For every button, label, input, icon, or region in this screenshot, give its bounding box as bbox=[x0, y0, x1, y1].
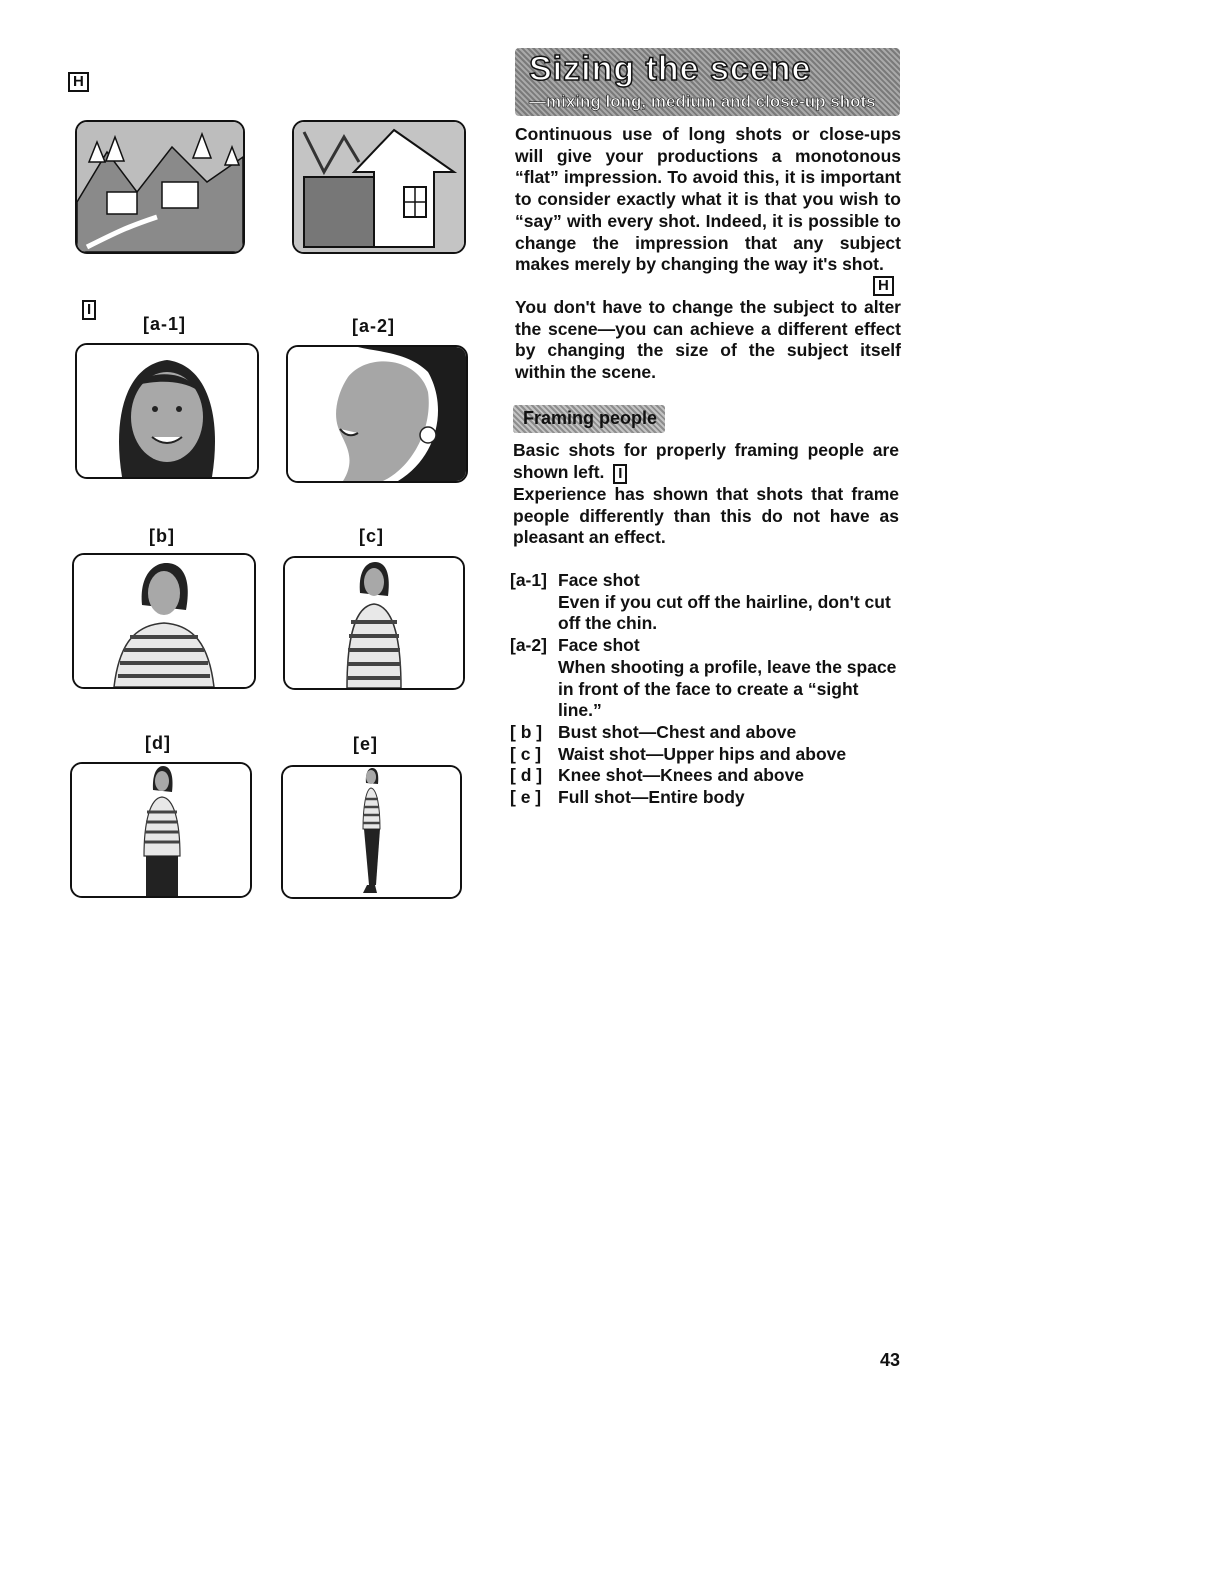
shot-list bbox=[510, 570, 902, 809]
shot-note: When shooting a profile, leave the space in front of the face to create a “sight line.” bbox=[558, 656, 897, 721]
shot-item: [a-1] Face shot bbox=[510, 570, 640, 590]
shot-item: [a-2] Face shot bbox=[510, 635, 640, 656]
reference-marker-h: H bbox=[873, 276, 894, 296]
photo-face-shot-front bbox=[75, 343, 259, 479]
photo-waist-shot bbox=[283, 556, 465, 690]
figure-marker-i: I bbox=[82, 300, 96, 320]
framing-paragraph-1: Basic shots for properly framing people are shown left. I bbox=[513, 440, 899, 482]
shot-item: [ e ] Full shot—Entire body bbox=[510, 787, 745, 808]
photo-knee-shot bbox=[70, 762, 252, 898]
intro-paragraph-2: You don't have to change the subject to alter the scene—you can achieve a different effect by changing the size of the subject itself within the scene. bbox=[515, 297, 901, 383]
illustration-landscape bbox=[75, 120, 245, 254]
section-title-banner bbox=[515, 48, 900, 116]
framing-heading: Framing people bbox=[523, 408, 658, 428]
photo-bust-shot bbox=[72, 553, 256, 689]
caption-d: [d] bbox=[145, 733, 171, 753]
photo-full-shot bbox=[281, 765, 462, 899]
framing-heading-banner bbox=[513, 405, 665, 433]
caption-b: [b] bbox=[149, 526, 175, 546]
intro-paragraph-1: Continuous use of long shots or close-ups will give your productions a monotonous “flat” impression. To avoid this, it is important to consider exactly what it is that you wish to “say” with every shot. Indeed, it is possible to change the impression that any subject makes merely by changing the way it's shot. bbox=[515, 124, 901, 275]
illustration-house bbox=[292, 120, 466, 254]
caption-c: [c] bbox=[359, 526, 384, 546]
shot-item: [ c ] Waist shot—Upper hips and above bbox=[510, 743, 847, 764]
page-title: Sizing the scene bbox=[529, 50, 812, 88]
shot-note: Even if you cut off the hairline, don't cut off the chin. bbox=[558, 591, 891, 634]
shot-item: [ d ] Knee shot—Knees and above bbox=[510, 765, 805, 786]
photo-face-shot-profile bbox=[286, 345, 468, 483]
shot-item: [ b ] Bust shot—Chest and above bbox=[510, 721, 797, 742]
reference-marker-i: I bbox=[613, 464, 627, 484]
figure-marker-h: H bbox=[68, 72, 89, 92]
caption-a2: [a-2] bbox=[352, 316, 396, 336]
caption-e: [e] bbox=[353, 734, 378, 754]
framing-paragraph-2: Experience has shown that shots that frame people differently than this do not have as pleasant an effect. bbox=[513, 484, 899, 548]
page-number: 43 bbox=[880, 1350, 901, 1370]
caption-a1: [a-1] bbox=[143, 314, 187, 334]
page-subtitle: —mixing long, medium and close-up shots bbox=[529, 92, 876, 111]
